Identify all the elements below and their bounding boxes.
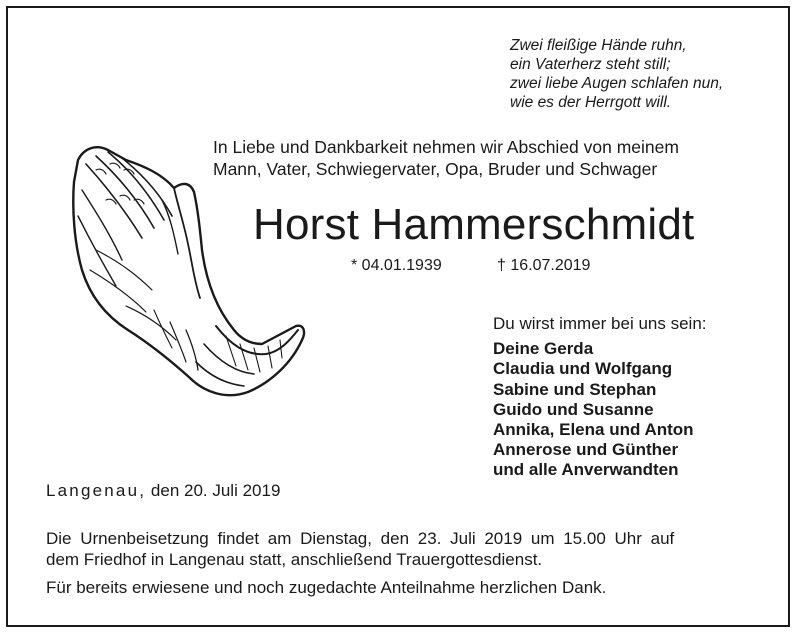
birth-date: * 04.01.1939	[351, 257, 442, 274]
burial-line: Die Urnenbeisetzung findet am Dienstag, den 23. Juli 2019 um 15.00 Uhr auf	[46, 529, 675, 548]
family-member: Claudia und Wolfgang	[493, 359, 673, 379]
family-member: Annerose und Günther	[493, 440, 679, 460]
poem-line: Zwei fleißige Hände ruhn,	[510, 37, 687, 54]
family-member: Sabine und Stephan	[493, 379, 657, 399]
deceased-name: Horst Hammerschmidt	[253, 200, 695, 249]
poem-line: ein Vaterherz steht still;	[510, 56, 671, 73]
intro-text	[213, 136, 679, 180]
poem	[510, 36, 723, 112]
place-date	[46, 481, 280, 501]
poem-line: wie es der Herrgott will.	[510, 94, 672, 111]
death-date: † 16.07.2019	[497, 257, 591, 274]
family-lead: Du wirst immer bei uns sein:	[493, 314, 707, 333]
footer-text	[46, 528, 754, 598]
intro-line: Mann, Vater, Schwiegervater, Opa, Bruder und Schwager	[213, 159, 658, 179]
poem-line: zwei liebe Augen schlafen nun,	[510, 75, 724, 92]
notice-date: den 20. Juli 2019	[150, 481, 281, 500]
family-list	[493, 314, 707, 481]
thanks-line: Für bereits erwiesene und noch zugedachte Anteilnahme herzlichen Dank.	[46, 578, 607, 597]
place-name: Langenau,	[46, 481, 147, 500]
family-member: Annika, Elena und Anton	[493, 420, 694, 440]
family-member: Guido und Susanne	[493, 399, 654, 419]
family-member: und alle Anverwandten	[493, 460, 679, 480]
intro-line: In Liebe und Dankbarkeit nehmen wir Abschied von meinem	[213, 137, 679, 157]
family-member: Deine Gerda	[493, 339, 594, 359]
burial-line: dem Friedhof in Langenau statt, anschließend Trauergottesdienst.	[46, 550, 543, 569]
